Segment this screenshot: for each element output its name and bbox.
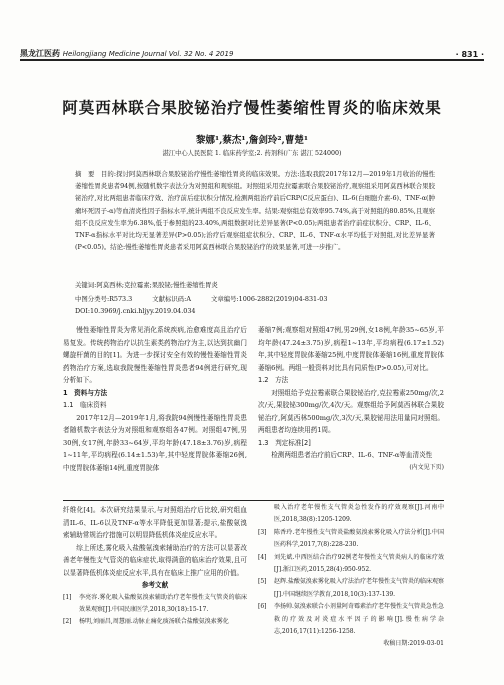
criteria-paragraph: 检测两组患者治疗前后CRP、IL-6、TNF-α等血清炎性 xyxy=(271,451,433,459)
keywords: 关键词:阿莫西林;克拉霉素;果胶铋;慢性萎缩性胃炎 xyxy=(75,281,218,289)
doi: DOI:10.3969/j.cnki.hljyy.2019.04.034 xyxy=(75,306,196,315)
journal-name-cn: 黑龙江医药 xyxy=(20,49,60,58)
running-header xyxy=(20,43,484,61)
subsection-heading-1-2: 1.2 方法 xyxy=(258,376,289,384)
subsection-heading-1-3: 1.3 判定标准[2] xyxy=(258,438,311,447)
affiliation: 湛江中心人民医院 1. 临床药学室;2. 药剂科(广东 湛江 524000) xyxy=(162,150,342,157)
continued-marker: (内文见下页) xyxy=(409,463,444,471)
reference-item: [5] 赵辉.盐酸氨溴索雾化吸入疗法治疗老年慢性支气管炎的临床观察[J].中国继续医学教育,2018,10(3):137-139. xyxy=(258,578,444,598)
reference-item: [2] 杨明,刘丽昌,周慧丽.动脉止痛化痰汤联合盐酸氨溴索雾化 xyxy=(63,618,229,626)
clinical-data-continued: 萎缩7例;观察组对照组47例,男29例,女18例,年龄35~65岁,平均年龄(47.24±3.75)岁,病程1~13年,平均病程(6.17±1.52)年,其中轻度胃脘体萎缩25例,中度胃脘体萎缩16例,重度胃脘体萎缩6例。两组一般资料对比具有同质性(P>0.05),可对比。 xyxy=(258,326,444,372)
reference-item: [4] 刘先斌.中西医结合治疗92例老年慢性支气管炎病人的临床疗效[J].浙江医药,2015,28(4):950-952. xyxy=(258,553,444,574)
author-list: 黎娜¹,蔡杰¹,詹剑玲²,曹楚¹ xyxy=(195,135,309,146)
reference-list-left xyxy=(63,592,247,629)
reference-item: [1] 李亮容.雾化吸入盐酸氨溴索辅助治疗老年慢性支气管炎的临床效果观察[J].中国民康医学,2018,30(18):15-17. xyxy=(63,593,247,613)
article-title: 阿莫西林联合果胶铋治疗慢性萎缩性胃炎的临床效果 xyxy=(62,99,442,117)
abstract: 摘 要 目的:探讨阿莫西林联合果胶铋治疗慢性萎缩性胃炎的临床效果。方法:选取我院2017年12月—2019年1月收治的慢性萎缩性胃炎患者94例,按随机数字表法分为对照组和观察组。对照组采用克拉霉素联合果胶铋治疗,观察组采用阿莫西林联合果胶铋治疗,对比两组患者临床疗效、治疗前后症状积分情况,检测两组治疗前后CRP(C反应蛋白)、IL-6(白细胞介素-6)、TNF-α(肿瘤坏死因子-α)等血清炎性因子指标水平,统计两组不良反应发生率。结果:观察组总有效率95.74%,高于对照组的80.85%,且观察组不良反应发生率为6.38%,低于参照组的23.40%,两组数据对比差异显著(P<0.05);两组患者治疗前症状积分、CRP、IL-6、TNF-α指标水平对比均无显著差异(P>0.05);治疗后观察组症状积分、CRP、IL-6、TNF-α水平均低于对照组,对比差异显著(P<0.05)。结论:慢性萎缩性胃炎患者采用阿莫西林联合果胶铋治疗的效果显著,可进一步推广。 xyxy=(75,170,435,252)
body-column-left-top xyxy=(63,324,247,474)
conclusion-paragraph: 综上所述,雾化吸入盐酸氨溴索辅助治疗的方法可以显著改善老年慢性支气管炎的临床症状,取得满意的临床治疗效果,且可以显著降低机体炎症反应水平,具有在临床上推广应用的价值。 xyxy=(63,543,247,577)
page-number: · 831 · xyxy=(455,50,484,59)
method-paragraph: 对照组给予克拉霉素联合果胶铋治疗,克拉霉素250mg/次,2次/天,果胶铋300mg/次,4次/天。观察组给予阿莫西林联合果胶铋治疗,阿莫西林500mg/次,3次/天,果胶铋用法用量同对照组。两组患者均连续用药1周。 xyxy=(258,388,444,434)
article-number: 文章编号:1006-2882(2019)04-831-03 xyxy=(210,295,328,303)
section-heading-1: 1 资料与方法 xyxy=(63,388,108,397)
section-divider xyxy=(63,500,444,501)
intro-paragraph: 慢性萎缩性胃炎为常见消化系统疾病,治愈难度高且治疗后易复发。传统药物治疗以抗生素类药物治疗为主,以达到抗幽门螺旋杆菌的目的[1]。为进一步探讨安全有效的慢性萎缩性胃炎药物治疗方案,选取我院慢性萎缩性胃炎患者94例进行研究,现分析如下。 xyxy=(63,326,247,384)
body-column-left-bottom xyxy=(63,504,247,629)
references-heading: 参考文献 xyxy=(141,581,169,589)
document-code: 文献标识码:A xyxy=(152,295,191,303)
reference-item: [6] 李扬帅.氨溴索联合小剂量阿奇霉素治疗老年慢性支气管炎急性急救的疗效及对炎症水平因子的影响[J].慢性病学杂志,2016,17(11):1256-1258. xyxy=(258,603,444,636)
body-column-right-top xyxy=(258,324,444,474)
discussion-paragraph: 纤维化[4]。本次研究结果显示,与对照组治疗后比较,研究组血清IL-6、IL-6以及TNF-α等水平降低更加显著;提示,盐酸氨溴索辅助常规治疗措施可以明显降低机体炎症反应水平。 xyxy=(63,506,247,539)
clinical-data-paragraph: 2017年12月—2019年1月,将我院94例慢性萎缩性胃炎患者随机数字表法分为对照组和观察组各47例。对照组47例,男30例,女17例,年龄33~64岁,平均年龄(47.18±3.76)岁,病程1~11年,平均病程(6.14±1.53)年,其中轻度胃脘体萎缩26例,中度胃脘体萎缩14例,重度胃脘体 xyxy=(63,413,247,472)
received-date: 收稿日期:2019-03-01 xyxy=(383,640,444,648)
reference-list-right xyxy=(258,502,444,651)
reference-item: [3] 陈香玲.老年慢性支气管炎盐酸氨溴索雾化吸入疗法分析[J].中国医药科学,2017,7(8):228-230. xyxy=(258,528,444,549)
article-meta xyxy=(75,294,435,317)
journal-name-en: Heilongjiang Medicine Journal Vol. 32 No. 4 2019 xyxy=(62,50,234,58)
reference-item: 吸入治疗老年慢性支气管炎急性发作的疗效观察[J].河南中医,2018,38(8):1205-1209. xyxy=(274,504,444,524)
subsection-heading-1-1: 1.1 临床资料 xyxy=(63,401,107,409)
clc-number: 中图分类号:R573.3 xyxy=(75,295,133,303)
journal-name xyxy=(20,48,233,59)
